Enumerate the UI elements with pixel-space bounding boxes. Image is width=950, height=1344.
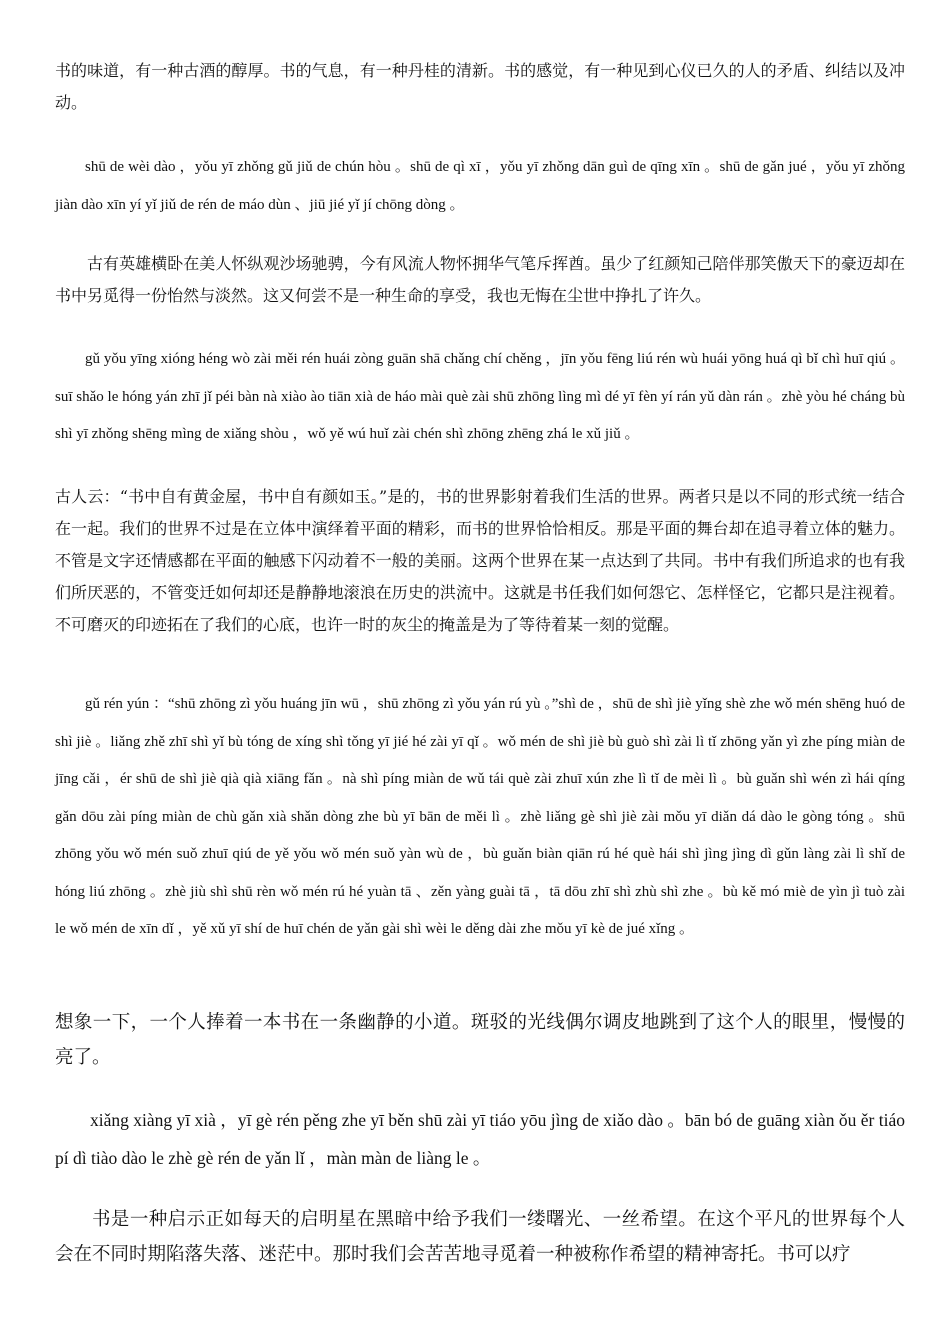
paragraph-8-pinyin: xiǎng xiàng yī xià ，yī gè rén pěng zhe yī běn shū zài yī tiáo yōu jìng de xiǎo dào 。bān bó de guāng xiàn ǒu ěr tiáo pí dì tiào dào le zhè gè rén de yǎn lǐ ，màn màn de liàng le 。 (55, 1110, 905, 1168)
paragraph-6-pinyin: gǔ rén yún ：“shū zhōng zì yǒu huáng jīn wū ，shū zhōng zì yǒu yán rú yù 。”shì de ，shū de shì jiè yǐng shè zhe wǒ mén shēng huó de shì jiè 。liǎng zhě zhī shì yǐ bù tóng de xíng shì tǒng yī jié hé zài yī qǐ 。wǒ mén de shì jiè bù guò shì zài lì tǐ zhōng yǎn yì zhe píng miàn de jīng cǎi ，ér shū de shì jiè qià qià xiāng fǎn 。nà shì píng miàn de wǔ tái què zài zhuī xún zhe lì tǐ de mèi lì 。bù guǎn shì wén zì hái qíng gǎn dōu zài píng miàn de chù gǎn xià shǎn dòng zhe bù yī bān de měi lì 。zhè liǎng gè shì jiè zài mǒu yī diǎn dá dào le gòng tóng 。shū zhōng yǒu wǒ mén suǒ zhuī qiú de yě yǒu wǒ mén suǒ yàn wù de ，bù guǎn biàn qiān rú hé què hái shì jìng jìng dì gǔn làng zài lì shǐ de hóng liú zhōng 。zhè jiù shì shū rèn wǒ mén rú hé yuàn tā 、zěn yàng guài tā ，tā dōu zhī shì zhù shì zhe 。bù kě mó miè de yìn jì tuò zài le wǒ mén de xīn dǐ ，yě xǔ yī shí de huī chén de yǎn gài shì wèi le děng dài zhe mǒu yī kè de jué xǐng 。 (55, 696, 905, 937)
paragraph-2-pinyin: shū de wèi dào ，yǒu yī zhǒng gǔ jiǔ de chún hòu 。shū de qì xī ，yǒu yī zhǒng dān guì de qīng xīn 。shū de gǎn jué ，yǒu yī zhǒng jiàn dào xīn yí yǐ jiǔ de rén de máo dùn 、jiū jié yǐ jí chōng dòng 。 (55, 159, 905, 213)
paragraph-1: 书的味道，有一种古酒的醇厚。书的气息，有一种丹桂的清新。书的感觉，有一种见到心仪已久的人的矛盾、纠结以及冲动。 (55, 61, 905, 112)
paragraph-3: 古有英雄横卧在美人怀纵观沙场驰骋，今有风流人物怀拥华气笔斥挥酋。虽少了红颜知己陪伴那笑傲天下的豪迈却在书中另觅得一份怡然与淡然。这又何尝不是一种生命的享受，我也无悔在尘世中挣扎了许久。 (55, 254, 905, 305)
paragraph-7: 想象一下，一个人捧着一本书在一条幽静的小道。斑驳的光线偶尔调皮地跳到了这个人的眼里，慢慢的亮了。 (55, 1012, 905, 1068)
paragraph-4-pinyin: gǔ yǒu yīng xióng héng wò zài měi rén huái zòng guān shā chǎng chí chěng ，jīn yǒu fēng liú rén wù huái yōng huá qì bǐ chì huī qiú 。suī shǎo le hóng yán zhī jǐ péi bàn nà xiào ào tiān xià de háo mài què zài shū zhōng lìng mì dé yī fèn yí rán yǔ dàn rán 。zhè yòu hé cháng bù shì yī zhǒng shēng mìng de xiǎng shòu ，wǒ yě wú huǐ zài chén shì zhōng zhēng zhá le xǔ jiǔ 。 (55, 351, 905, 442)
paragraph-5: 古人云：“书中自有黄金屋，书中自有颜如玉。”是的，书的世界影射着我们生活的世界。两者只是以不同的形式统一结合在一起。我们的世界不过是在立体中演绎着平面的精彩，而书的世界恰恰相反。那是平面的舞台却在追寻着立体的魅力。不管是文字还情感都在平面的触感下闪动着不一般的美丽。这两个世界在某一点达到了共同。书中有我们所追求的也有我们所厌恶的，不管变迁如何却还是静静地滚浪在历史的洪流中。这就是书任我们如何怨它、怎样怪它，它都只是注视着。不可磨灭的印迹拓在了我们的心底，也许一时的灰尘的掩盖是为了等待着某一刻的觉醒。 (55, 487, 905, 634)
paragraph-9: 书是一种启示正如每天的启明星在黑暗中给予我们一缕曙光、一丝希望。在这个平凡的世界每个人会在不同时期陷落失落、迷茫中。那时我们会苦苦地寻觅着一种被称作希望的精神寄托。书可以疗 (55, 1209, 905, 1265)
